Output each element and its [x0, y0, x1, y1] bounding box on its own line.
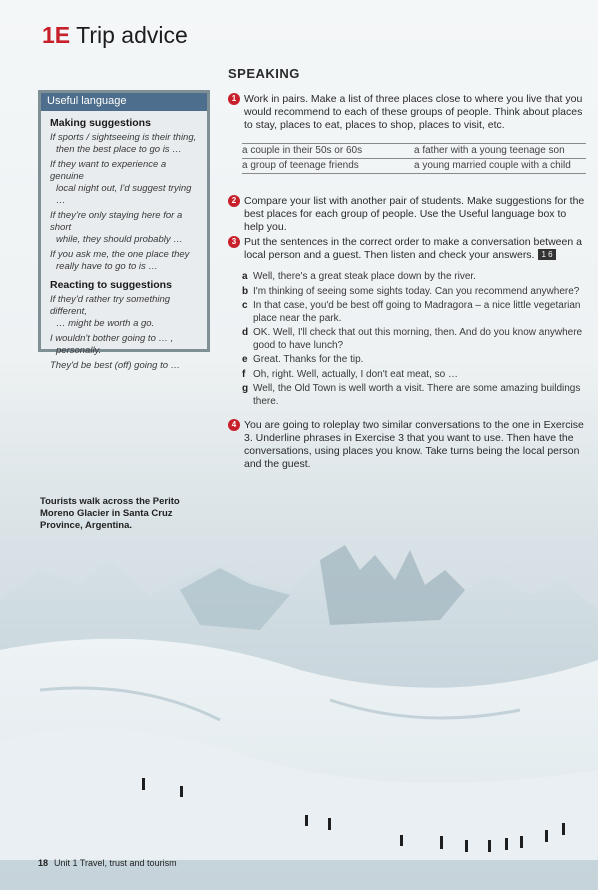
phrase-line: I wouldn't bother going to … , — [50, 333, 174, 344]
conversation-line — [242, 300, 586, 325]
exercise-3-text-wrap — [244, 236, 588, 262]
exercise-1-text: Work in pairs. Make a list of three places close to where you live that you would recommend to each of these groups of people. Think about places to stay, places to eat, places to shop, places to visit, etc. — [244, 93, 583, 131]
line-text: Oh, right. Well, actually, I don't eat meat, so … — [253, 368, 458, 380]
groups-row — [242, 158, 586, 174]
phrase-line: If they're only staying here for a short — [50, 210, 183, 233]
exercise-number-badge: 1 — [228, 93, 240, 105]
group-cell: a father with a young teenage son — [414, 145, 565, 156]
unit-label: Unit 1 Travel, trust and tourism — [54, 858, 177, 868]
making-suggestions-heading: Making suggestions — [50, 117, 151, 129]
exercise-3 — [228, 236, 588, 262]
exercise-4-text: You are going to roleplay two similar conversations to the one in Exercise 3. Underline phrases in Exercise 3 that you want to use. Then have the conversations, using places you know. Take turns being the local person and the guest. — [244, 419, 584, 470]
group-cell: a young married couple with a child — [414, 160, 571, 171]
exercise-number-badge: 3 — [228, 236, 240, 248]
phrase-line: If sports / sightseeing is their thing, — [50, 132, 197, 143]
group-cell: a couple in their 50s or 60s — [242, 145, 363, 156]
phrase-line: really have to go to is … — [56, 261, 158, 272]
group-cell: a group of teenage friends — [242, 160, 359, 171]
conversation-line — [242, 354, 586, 367]
line-text: OK. Well, I'll check that out this morning, then. And do you know anywhere good to have lunch? — [253, 327, 583, 351]
phrase-line: They'd be best (off) going to … — [50, 360, 181, 371]
line-letter: e — [242, 354, 248, 365]
page-number: 18 — [38, 858, 49, 868]
groups-row — [242, 143, 586, 158]
useful-language-box — [38, 90, 210, 371]
exercise-number-badge: 2 — [228, 195, 240, 207]
useful-language-title: Useful language — [41, 93, 207, 111]
line-letter: c — [242, 300, 248, 311]
line-letter: g — [242, 383, 249, 394]
speaking-heading: SPEAKING — [228, 66, 300, 81]
phrase-line: personally. — [56, 345, 102, 356]
exercise-4 — [228, 419, 588, 471]
phrase-line: … might be worth a go. — [56, 318, 155, 329]
exercise-1 — [228, 93, 588, 132]
glacier-photo — [0, 540, 598, 860]
line-letter: f — [242, 368, 246, 380]
phrase-line: If they'd rather try something different, — [50, 294, 171, 317]
line-letter: b — [242, 285, 249, 297]
line-text: Well, there's a great steak place down by the river. — [253, 271, 476, 282]
line-letter: a — [242, 271, 248, 282]
line-text: Well, the Old Town is well worth a visit. There are some amazing buildings there. — [253, 383, 581, 407]
page-footer — [38, 858, 177, 868]
line-letter: d — [242, 327, 249, 338]
phrase-line: If they want to experience a genuine — [50, 159, 167, 182]
exercise-number-badge: 4 — [228, 419, 240, 431]
reacting-suggestions-heading: Reacting to suggestions — [50, 279, 172, 291]
conversation-line — [242, 271, 586, 284]
conversation-line — [242, 286, 586, 299]
exercise-2 — [228, 195, 588, 234]
groups-table — [242, 143, 586, 174]
conversation-line — [242, 383, 586, 408]
exercise-3-text: Put the sentences in the correct order to make a conversation between a local person and a guest. Then listen and check your answers. — [244, 236, 582, 261]
lesson-heading: Trip advice — [76, 22, 188, 48]
lesson-title — [42, 22, 188, 49]
phrase-line: If you ask me, the one place they — [50, 249, 190, 260]
audio-track-badge[interactable]: 1 6 — [538, 249, 555, 260]
phrase-line: local night out, I'd suggest trying … — [56, 183, 192, 206]
phrase-line: while, they should probably … — [56, 234, 183, 245]
line-text: I'm thinking of seeing some sights today. Can you recommend anywhere? — [253, 285, 580, 297]
line-text: Great. Thanks for the tip. — [253, 354, 364, 365]
conversation-line — [242, 327, 586, 352]
photo-caption: Tourists walk across the Perito Moreno Glacier in Santa Cruz Province, Argentina. — [40, 496, 180, 531]
line-text: In that case, you'd be best off going to Madragora – a nice little vegetarian place near the park. — [253, 300, 581, 324]
lesson-number: 1E — [42, 22, 71, 48]
exercise-2-text: Compare your list with another pair of students. Make suggestions for the best places for each group of people. Use the Useful language box to help you. — [244, 195, 585, 233]
conversation-line — [242, 369, 586, 382]
phrase-line: then the best place to go is … — [56, 144, 182, 155]
conversation-list — [242, 271, 586, 410]
